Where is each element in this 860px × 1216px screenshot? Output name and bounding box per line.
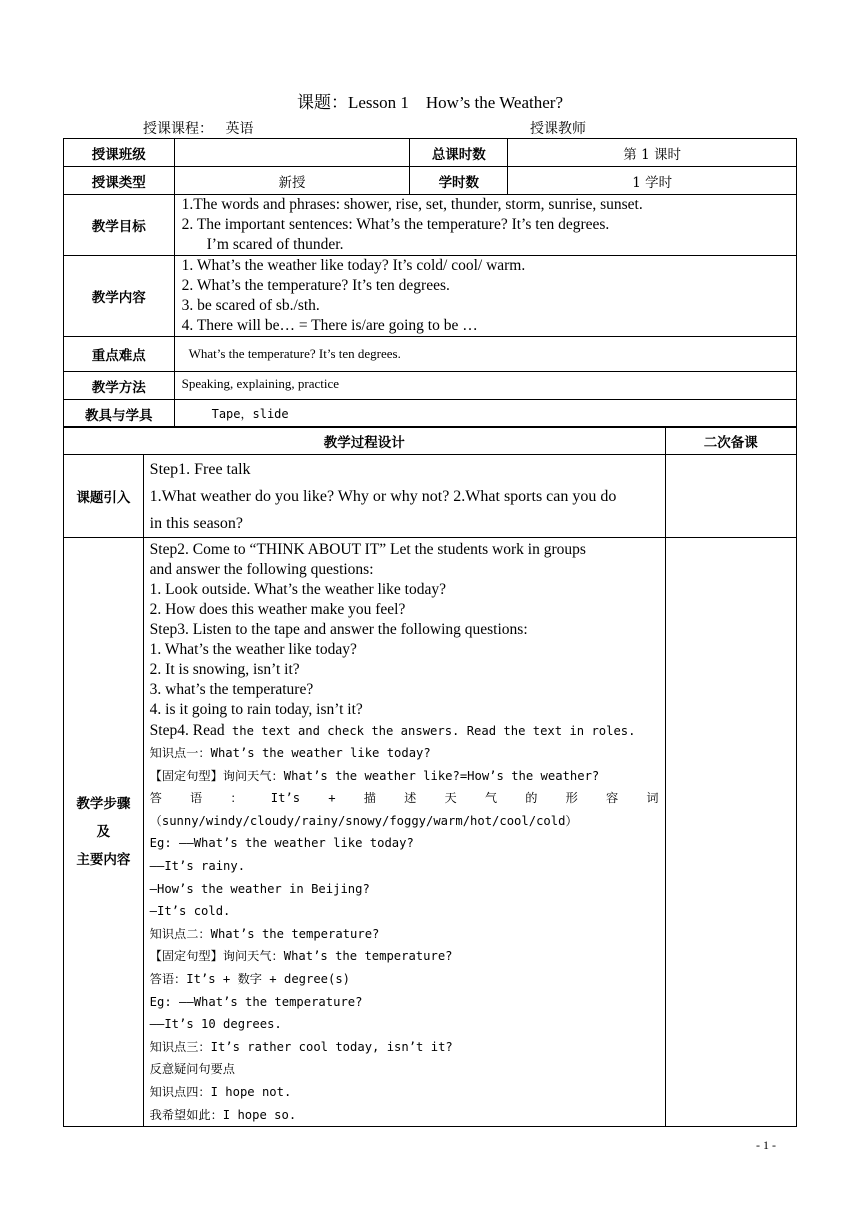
key-points-label: 重点难点 (64, 337, 175, 372)
knowledge-line: （sunny/windy/cloudy/rainy/snowy/foggy/warm/hot/cool/cold） (149, 813, 578, 828)
step-line: 2. It is snowing, isn’t it? (149, 661, 300, 678)
word: 气 (484, 791, 498, 806)
content-line: 2. What’s the temperature? It’s ten degrees. (181, 277, 450, 294)
knowledge-line-justified (150, 787, 659, 810)
goal-label: 教学目标 (64, 195, 175, 256)
word: 述 (404, 791, 417, 806)
knowledge-line: Eg: ——What’s the temperature? (149, 994, 363, 1009)
word: 答 (149, 791, 162, 806)
notes-header: 二次备课 (665, 427, 796, 455)
word: 形 (565, 791, 578, 806)
step-line: 4. is it going to rain today, isn’t it? (149, 701, 363, 718)
course-subline (143, 118, 253, 138)
knowledge-line: ——It’s rainy. (149, 858, 246, 873)
step-line: Step2. Come to “THINK ABOUT IT” Let the students work in groups (149, 541, 586, 558)
intro-line: 1.What weather do you like? Why or why not? 2.What sports can you do (149, 488, 617, 505)
word: + (328, 791, 336, 806)
lesson-title: 课题：Lesson 1 How’s the Weather? (296, 93, 563, 112)
knowledge-line: 我希望如此：I hope so. (149, 1107, 297, 1122)
intro-line: Step1. Free talk (149, 461, 251, 478)
total-hours-value: 第 1 课时 (508, 139, 797, 167)
knowledge-line: ——It’s 10 degrees. (149, 1017, 282, 1032)
knowledge-line: 【固定句型】询问天气：What’s the temperature? (149, 949, 453, 964)
goal-line: 1.The words and phrases: shower, rise, set, thunder, storm, sunrise, sunset. (181, 196, 643, 213)
steps-label-line: 教学步骤 (76, 796, 131, 813)
steps-label-line: 及 (96, 824, 111, 841)
steps-label (64, 538, 144, 1127)
hours-label: 学时数 (410, 167, 508, 195)
key-points-value: What’s the temperature? It’s ten degrees. (174, 337, 796, 372)
step-line: Step3. Listen to the tape and answer the following questions: (149, 621, 528, 638)
method-label: 教学方法 (64, 372, 175, 400)
word: 语 (190, 791, 203, 806)
content-line: 4. There will be… = There is/are going to be … (181, 317, 478, 334)
knowledge-line: —How’s the weather in Beijing? (149, 881, 370, 896)
word: It’s (270, 791, 301, 806)
content-label: 教学内容 (64, 256, 175, 337)
word: 天 (444, 791, 457, 806)
goal-line: 2. The important sentences: What’s the temperature? It’s ten degrees. (181, 216, 610, 233)
steps-notes (665, 538, 796, 1127)
steps-label-line: 主要内容 (76, 852, 131, 869)
goal-content (174, 195, 796, 256)
step4-line (150, 720, 659, 742)
teacher-label: 授课教师 (530, 121, 586, 137)
knowledge-line: Eg: ——What’s the weather like today? (149, 836, 414, 851)
course-value: 英语 (225, 121, 254, 137)
step-line: 3. what’s the temperature? (149, 681, 314, 698)
intro-notes (665, 455, 796, 538)
knowledge-line: 【固定句型】询问天气：What’s the weather like?=How’s the weather? (149, 768, 600, 783)
step4-label: Step4. Read (149, 722, 225, 739)
content-line: 1. What’s the weather like today? It’s cold/ cool/ warm. (181, 257, 526, 274)
step-line: 1. Look outside. What’s the weather like today? (149, 581, 446, 598)
steps-content (143, 538, 665, 1127)
step4-text: the text and check the answers. Read the text in roles. (224, 724, 636, 738)
knowledge-line: 知识点二：What’s the temperature? (149, 926, 380, 941)
step-line: 2. How does this weather make you feel? (149, 601, 406, 618)
knowledge-line: —It’s cold. (149, 904, 231, 919)
class-label: 授课班级 (64, 139, 175, 167)
info-table (63, 138, 797, 428)
step-line: and answer the following questions: (149, 561, 374, 578)
intro-label: 课题引入 (64, 455, 144, 538)
knowledge-line: 反意疑问句要点 (149, 1062, 235, 1077)
word: ： (230, 791, 243, 806)
tools-value: Tape，slide (174, 400, 796, 428)
course-label: 授课课程： (143, 121, 213, 137)
word: 的 (525, 791, 538, 806)
tools-label: 教具与学具 (64, 400, 175, 428)
word: 描 (363, 791, 376, 806)
process-table (63, 426, 797, 1127)
word: 容 (605, 791, 619, 806)
knowledge-line: 知识点四：I hope not. (149, 1084, 292, 1099)
content-line: 3. be scared of sb./sth. (181, 297, 320, 314)
method-value: Speaking, explaining, practice (174, 372, 796, 400)
process-header: 教学过程设计 (64, 427, 666, 455)
hours-value: 1 学时 (508, 167, 797, 195)
knowledge-line: 答语：It’s + 数字 + degree(s) (149, 971, 351, 986)
content-list (174, 256, 796, 337)
total-hours-label: 总课时数 (410, 139, 508, 167)
page-number: - 1 - (756, 1138, 776, 1152)
intro-content (143, 455, 665, 538)
intro-line: in this season? (149, 515, 243, 532)
word: 词 (646, 791, 659, 806)
knowledge-line: 知识点一：What’s the weather like today? (149, 746, 431, 760)
class-value (174, 139, 410, 167)
type-label: 授课类型 (64, 167, 175, 195)
knowledge-line: 知识点三：It’s rather cool today, isn’t it? (149, 1039, 453, 1054)
goal-line: I’m scared of thunder. (206, 236, 344, 253)
step-line: 1. What’s the weather like today? (149, 641, 357, 658)
type-value: 新授 (174, 167, 410, 195)
